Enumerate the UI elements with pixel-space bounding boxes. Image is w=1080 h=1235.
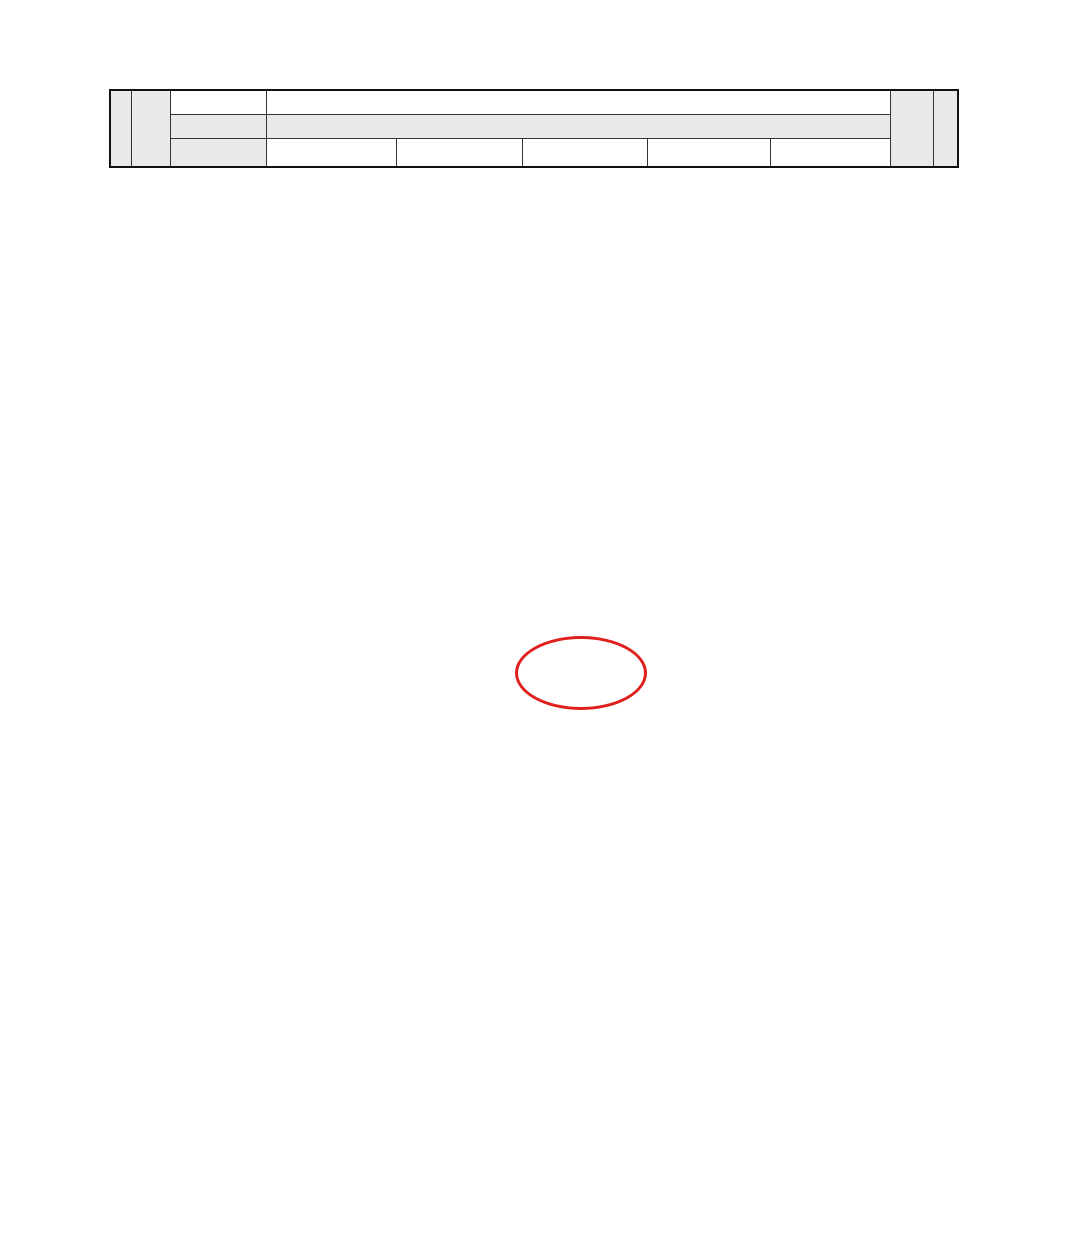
header-row-3 bbox=[110, 139, 958, 168]
column-header bbox=[770, 139, 890, 168]
team-groups bbox=[170, 139, 266, 168]
column-header bbox=[522, 139, 647, 168]
header-row-1 bbox=[110, 90, 958, 115]
single-header bbox=[266, 90, 890, 115]
header-row-2 bbox=[110, 115, 958, 139]
month-header-left bbox=[110, 90, 131, 167]
column-header bbox=[647, 139, 770, 168]
schedule-table bbox=[109, 89, 959, 168]
week-header-left bbox=[131, 90, 170, 167]
month-header-right bbox=[933, 90, 958, 167]
column-header bbox=[266, 139, 396, 168]
single-levels bbox=[266, 115, 890, 139]
week-header-right bbox=[890, 90, 933, 167]
column-header bbox=[396, 139, 522, 168]
team-level bbox=[170, 115, 266, 139]
team-header bbox=[170, 90, 266, 115]
highlight-circle bbox=[515, 636, 647, 710]
